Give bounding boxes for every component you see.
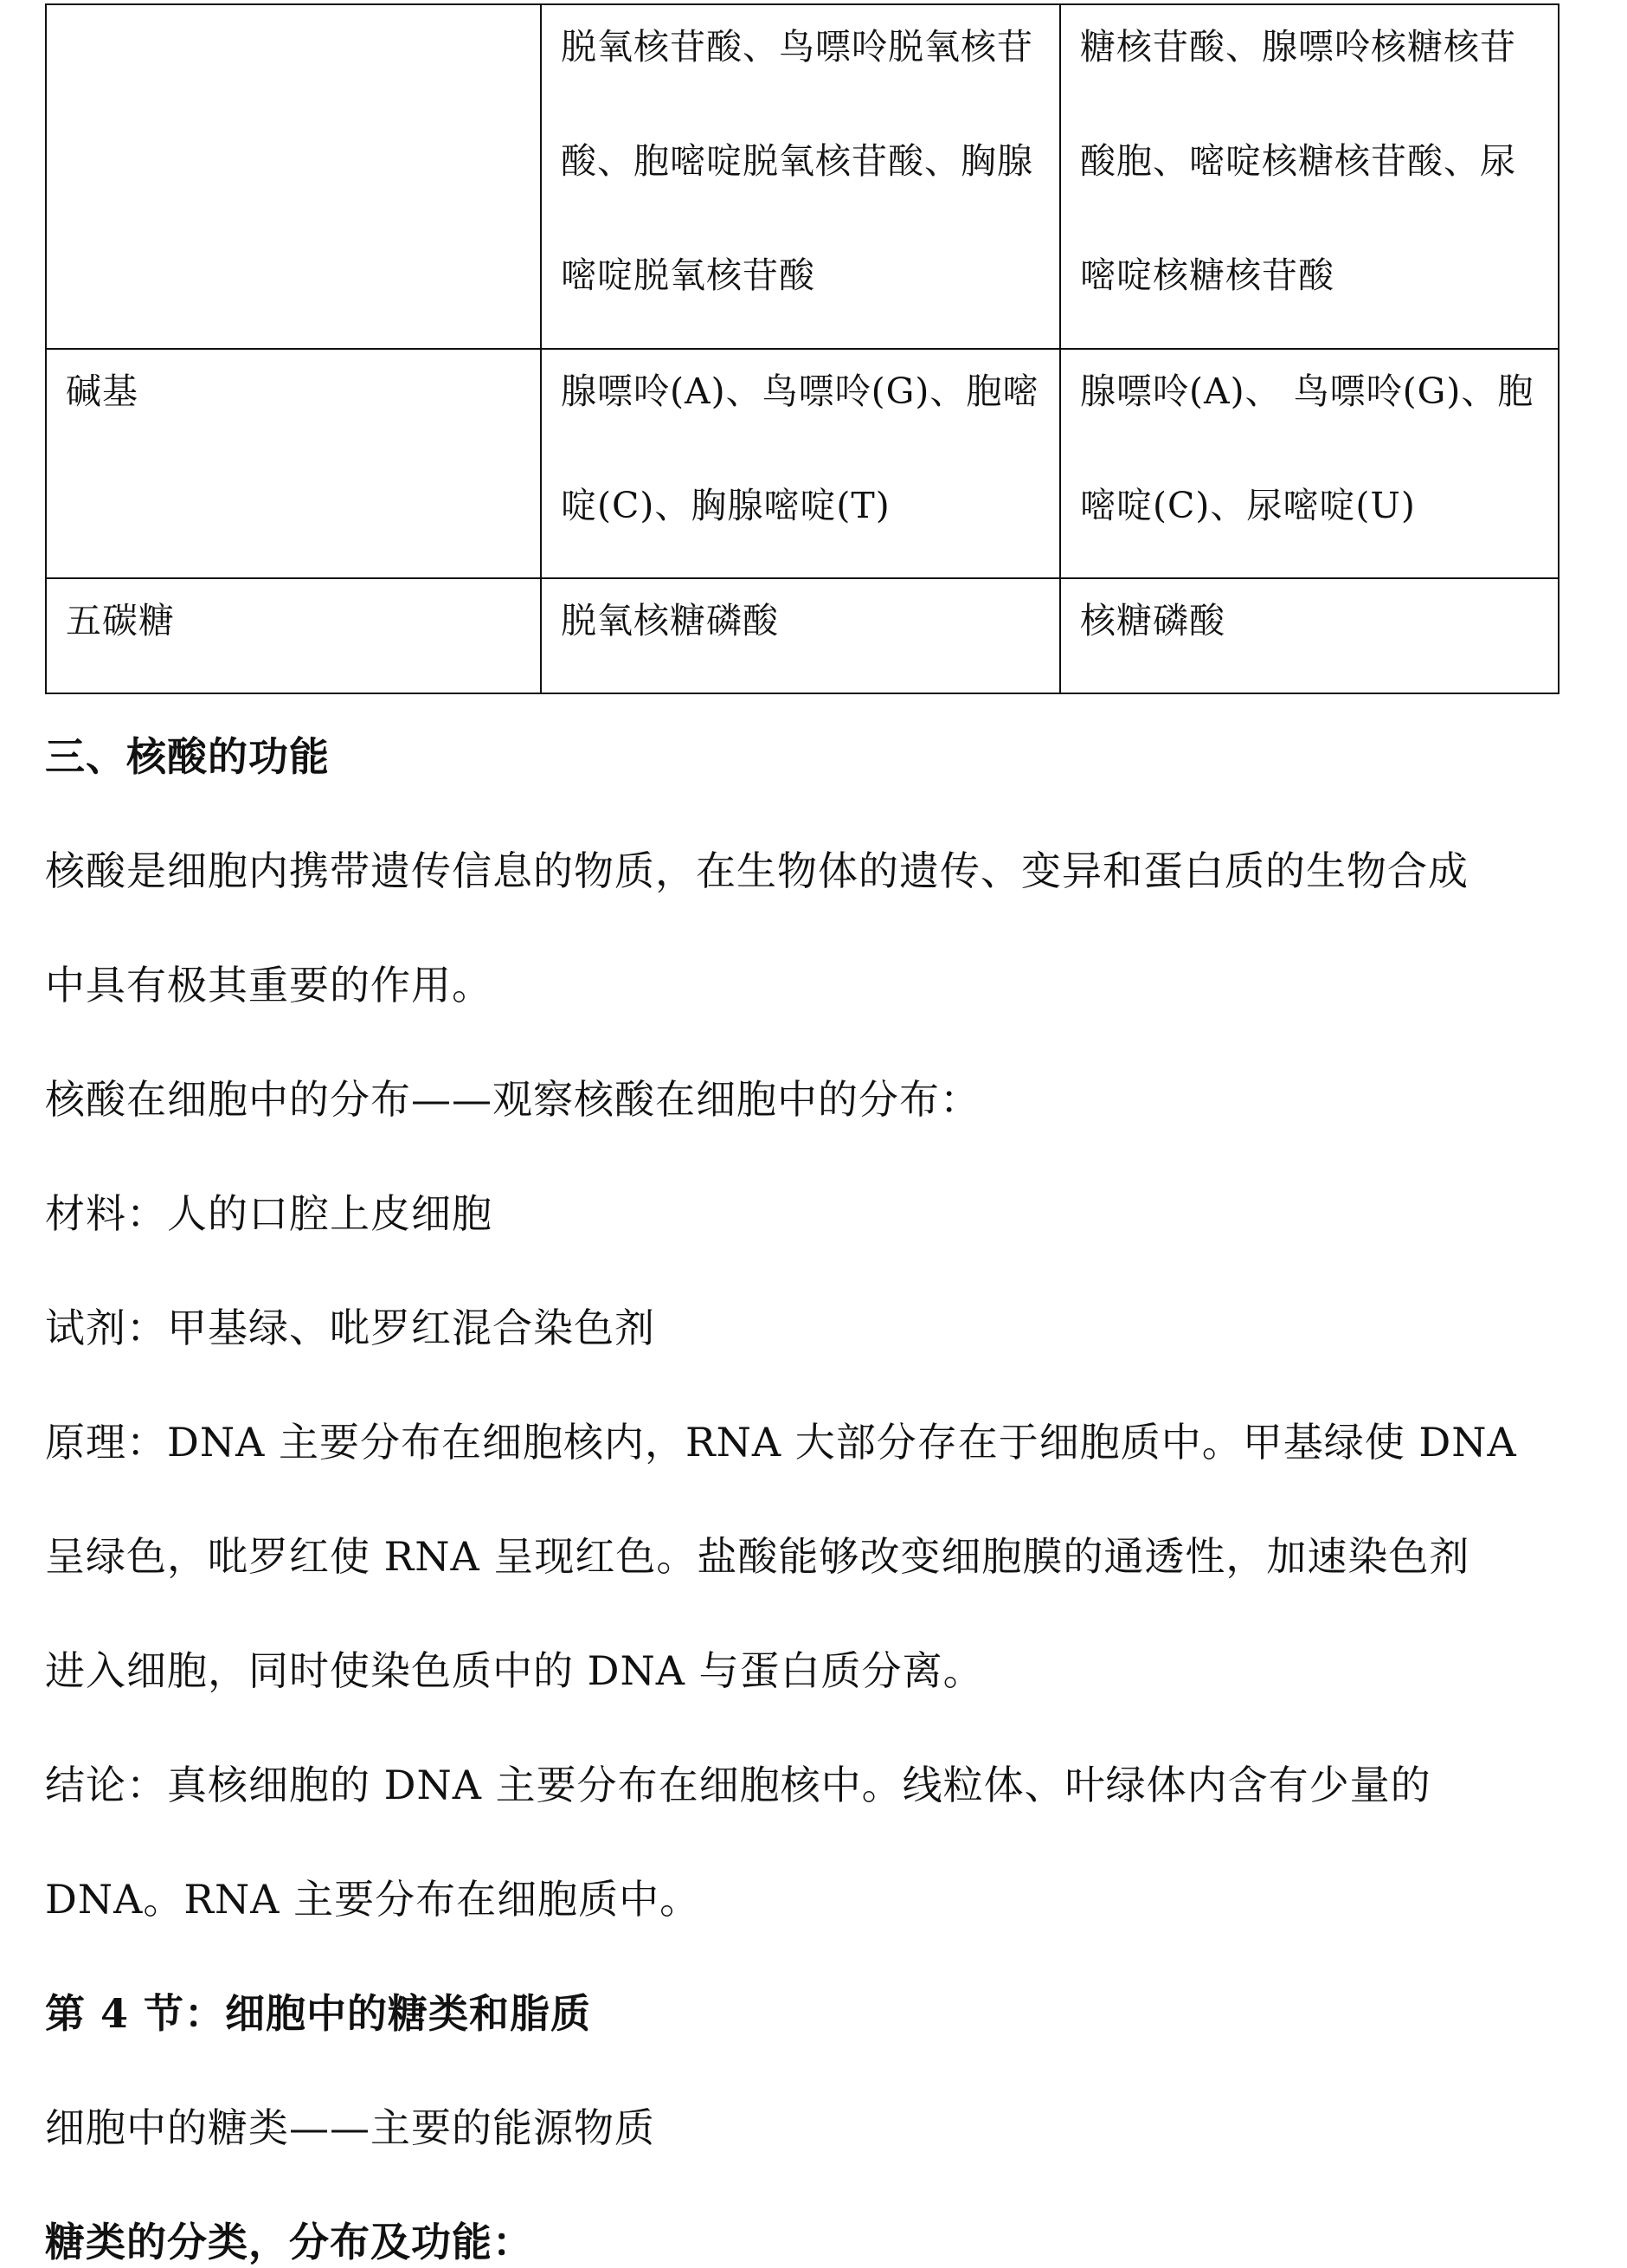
paragraph-line: 原理：DNA 主要分布在细胞核内，RNA 大部分存在于细胞质中。甲基绿使 DNA	[45, 1419, 1517, 1466]
section-heading-nucleic-acid-function: 三、核酸的功能	[45, 733, 330, 780]
table-row	[46, 349, 1559, 578]
paragraph-sugars: 细胞中的糖类——主要的能源物质	[45, 2104, 655, 2151]
paragraph-distribution: 核酸在细胞中的分布——观察核酸在细胞中的分布：	[45, 1076, 981, 1123]
paragraph-materials: 材料：人的口腔上皮细胞	[45, 1190, 492, 1237]
table-cell-dna: 腺嘌呤(A)、鸟嘌呤(G)、胞嘧啶(C)、胸腺嘧啶(T)	[541, 349, 1060, 578]
table-row	[46, 4, 1559, 349]
paragraph-line: 进入细胞，同时使染色质中的 DNA 与蛋白质分离。	[45, 1647, 984, 1694]
paragraph-reagents: 试剂：甲基绿、吡罗红混合染色剂	[45, 1305, 655, 1351]
table-cell-rna: 腺嘌呤(A)、 鸟嘌呤(G)、胞嘧啶(C)、尿嘧啶(U)	[1060, 349, 1559, 578]
table-cell-dna: 脱氧核苷酸、鸟嘌呤脱氧核苷酸、胞嘧啶脱氧核苷酸、胸腺嘧啶脱氧核苷酸	[541, 4, 1060, 349]
table-cell-rna: 核糖磷酸	[1060, 578, 1559, 693]
paragraph-line: 核酸是细胞内携带遗传信息的物质，在生物体的遗传、变异和蛋白质的生物合成	[45, 847, 1469, 894]
paragraph-line: 结论：真核细胞的 DNA 主要分布在细胞核中。线粒体、叶绿体内含有少量的	[45, 1762, 1431, 1808]
paragraph-line: 呈绿色，吡罗红使 RNA 呈现红色。盐酸能够改变细胞膜的通透性，加速染色剂	[45, 1533, 1470, 1580]
table-cell-dna: 脱氧核糖磷酸	[541, 578, 1060, 693]
paragraph-sugar-classification: 糖类的分类，分布及功能：	[45, 2219, 533, 2265]
table-cell-label	[46, 4, 541, 349]
paragraph-line: DNA。RNA 主要分布在细胞质中。	[45, 1876, 701, 1923]
table-row	[46, 578, 1559, 693]
section-title-4: 第 4 节：细胞中的糖类和脂质	[45, 1990, 592, 2037]
table-cell-label: 碱基	[46, 349, 541, 578]
paragraph-line: 中具有极其重要的作用。	[45, 962, 492, 1008]
table-cell-rna: 糖核苷酸、腺嘌呤核糖核苷酸胞、嘧啶核糖核苷酸、尿嘧啶核糖核苷酸	[1060, 4, 1559, 349]
nucleic-acid-comparison-table	[45, 3, 1559, 694]
table-cell-label: 五碳糖	[46, 578, 541, 693]
